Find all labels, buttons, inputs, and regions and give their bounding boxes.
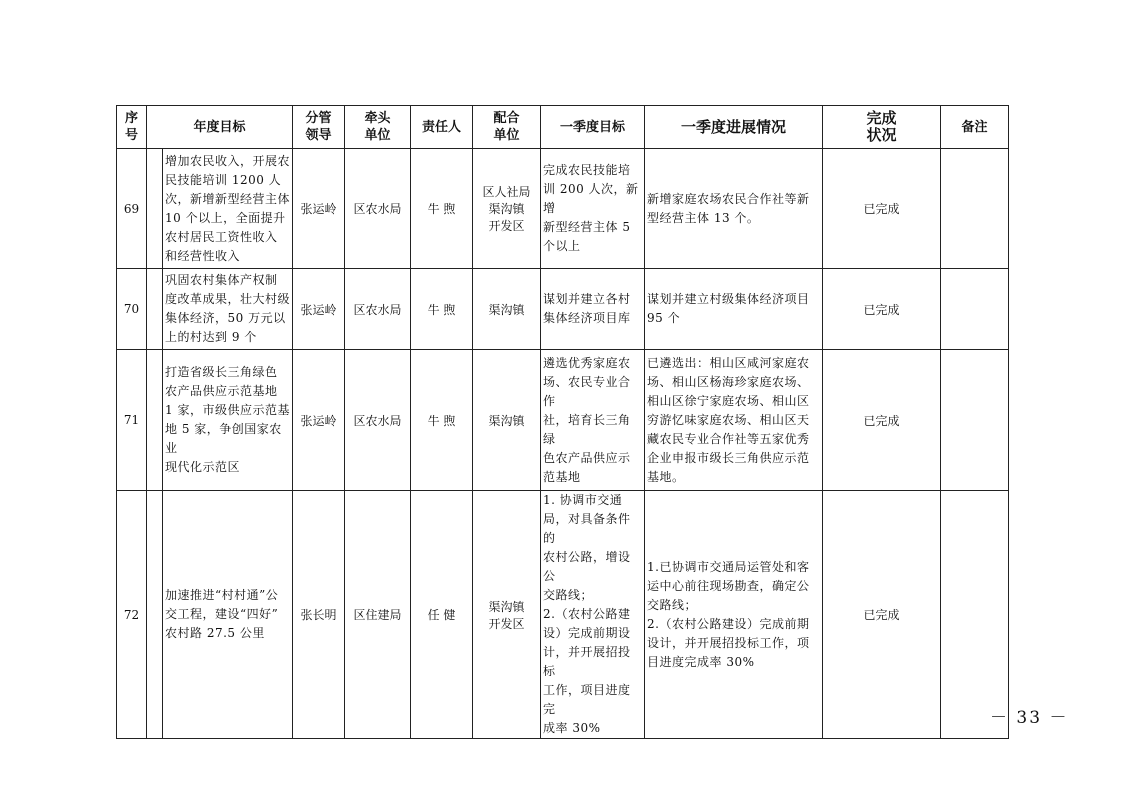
row-remarks (941, 149, 1009, 269)
row-q1-progress: 新增家庭农场农民合作社等新 型经营主体 13 个。 (645, 149, 823, 269)
row-spacer (147, 491, 163, 739)
header-row (117, 106, 1009, 149)
row-coop-unit: 渠沟镇 开发区 (473, 491, 541, 739)
row-remarks (941, 269, 1009, 350)
row-annual-goal: 打造省级长三角绿色 农产品供应示范基地 1 家，市级供应示范基 地 5 家，争创国家农业 现代化示范区 (163, 350, 293, 491)
row-spacer (147, 149, 163, 269)
row-q1-goal: 完成农民技能培 训 200 人次，新增 新型经营主体 5 个以上 (541, 149, 645, 269)
row-responsible: 任 健 (411, 491, 473, 739)
row-annual-goal: 巩固农村集体产权制 度改革成果，壮大村级 集体经济，50 万元以 上的村达到 9 个 (163, 269, 293, 350)
row-responsible: 牛 煦 (411, 350, 473, 491)
header-leader: 分管 领导 (293, 106, 345, 149)
row-remarks (941, 491, 1009, 739)
row-annual-goal: 增加农民收入，开展农 民技能培训 1200 人 次，新增新型经营主体 10 个以上，全面提升 农村居民工资性收入 和经营性收入 (163, 149, 293, 269)
row-leader: 张运岭 (293, 350, 345, 491)
row-spacer (147, 269, 163, 350)
header-annual-goal: 年度目标 (147, 106, 293, 149)
header-q1-goal: 一季度目标 (541, 106, 645, 149)
header-remarks: 备注 (941, 106, 1009, 149)
table-row (117, 491, 1009, 739)
header-q1-progress: 一季度进展情况 (645, 106, 823, 149)
header-responsible: 责任人 (411, 106, 473, 149)
page-number: － 33 － (990, 708, 1069, 728)
row-coop-unit: 渠沟镇 (473, 350, 541, 491)
row-status: 已完成 (823, 149, 941, 269)
header-coop-unit: 配合 单位 (473, 106, 541, 149)
row-responsible: 牛 煦 (411, 269, 473, 350)
header-status: 完成 状况 (823, 106, 941, 149)
row-leader: 张运岭 (293, 149, 345, 269)
row-lead-unit: 区农水局 (345, 269, 411, 350)
row-lead-unit: 区农水局 (345, 149, 411, 269)
row-seq: 69 (117, 149, 147, 269)
row-annual-goal: 加速推进“村村通”公 交工程，建设“四好” 农村路 27.5 公里 (163, 491, 293, 739)
row-status: 已完成 (823, 491, 941, 739)
row-q1-progress: 1.已协调市交通局运管处和客 运中心前往现场勘查，确定公 交路线； 2.（农村公路建设）完成前期 设计，并开展招投标工作，项 目进度完成率 30% (645, 491, 823, 739)
row-remarks (941, 350, 1009, 491)
row-q1-progress: 谋划并建立村级集体经济项目 95 个 (645, 269, 823, 350)
row-q1-goal: 谋划并建立各村 集体经济项目库 (541, 269, 645, 350)
row-leader: 张长明 (293, 491, 345, 739)
row-leader: 张运岭 (293, 269, 345, 350)
row-status: 已完成 (823, 269, 941, 350)
row-spacer (147, 350, 163, 491)
row-q1-goal: 遴选优秀家庭农 场、农民专业合作 社，培育长三角绿 色农产品供应示 范基地 (541, 350, 645, 491)
row-seq: 72 (117, 491, 147, 739)
row-coop-unit: 区人社局 渠沟镇 开发区 (473, 149, 541, 269)
table-row (117, 350, 1009, 491)
table-row (117, 269, 1009, 350)
row-q1-goal: 1. 协调市交通 局，对具备条件的 农村公路，增设公 交路线； 2.（农村公路建 设）完成前期设 计，并开展招投标 工作，项目进度完 成率 30% (541, 491, 645, 739)
table-row (117, 149, 1009, 269)
row-seq: 70 (117, 269, 147, 350)
header-seq: 序号 (117, 106, 147, 149)
row-responsible: 牛 煦 (411, 149, 473, 269)
row-lead-unit: 区住建局 (345, 491, 411, 739)
work-plan-table (116, 105, 1009, 739)
header-lead-unit: 牵头 单位 (345, 106, 411, 149)
row-status: 已完成 (823, 350, 941, 491)
row-coop-unit: 渠沟镇 (473, 269, 541, 350)
row-lead-unit: 区农水局 (345, 350, 411, 491)
row-q1-progress: 已遴选出：相山区咸河家庭农 场、相山区杨海珍家庭农场、 相山区徐宁家庭农场、相山区 穷游忆味家庭农场、相山区天 藏农民专业合作社等五家优秀 企业申报市级长三角供应示范 基地。 (645, 350, 823, 491)
row-seq: 71 (117, 350, 147, 491)
